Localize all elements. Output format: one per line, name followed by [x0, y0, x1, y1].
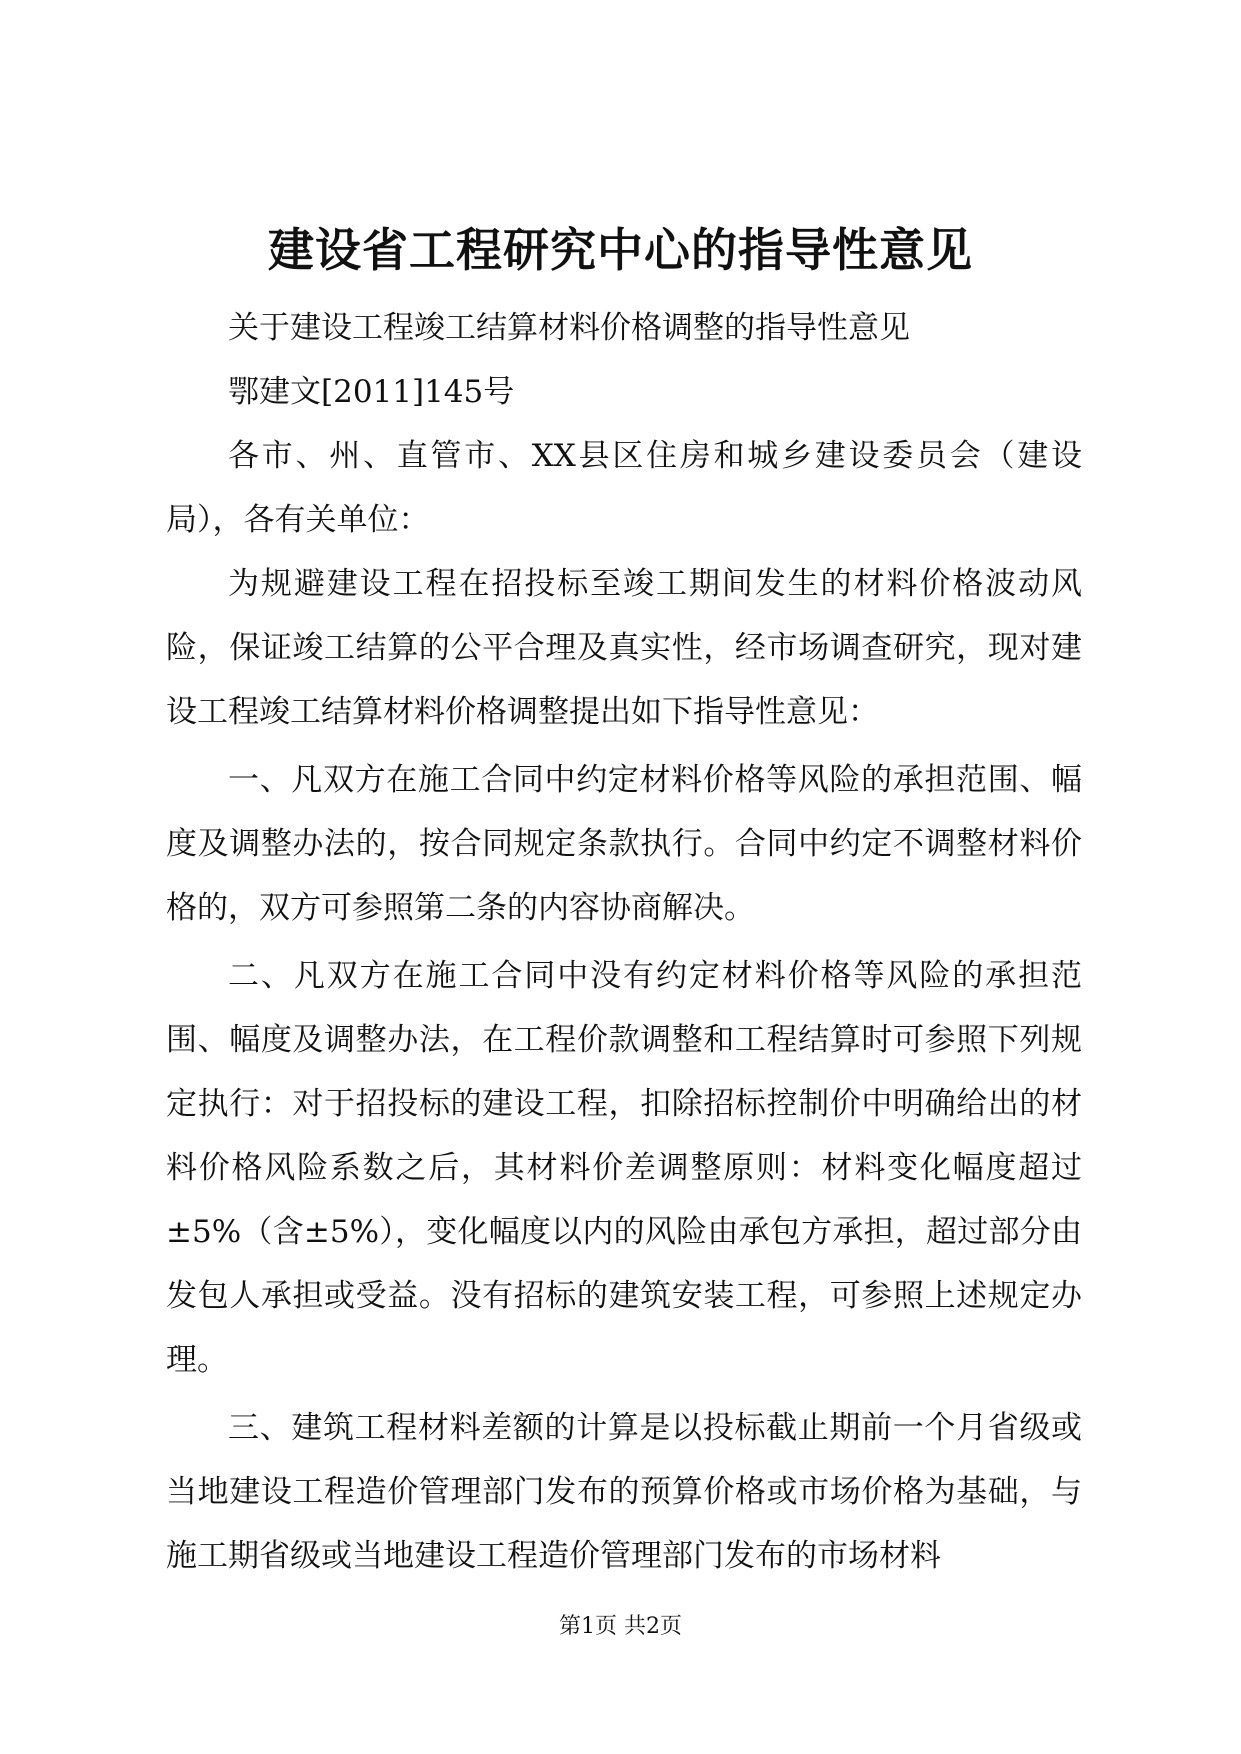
body-paragraph-two: 二、凡双方在施工合同中没有约定材料价格等风险的承担范围、幅度及调整办法，在工程价款调整和工程结算时可参照下列规定执行：对于招投标的建设工程，扣除招标控制价中明确给出的材料价格风险系数之后，其材料价差调整原则：材料变化幅度超过±5%（含±5%），变化幅度以内的风险由承包方承担，超过部分由发包人承担或受益。没有招标的建筑安装工程，可参照上述规定办理。	[166, 958, 1082, 1378]
document-body	[166, 296, 1082, 1588]
body-paragraph-one: 一、凡双方在施工合同中约定材料价格等风险的承担范围、幅度及调整办法的，按合同规定条款执行。合同中约定不调整材料价格的，双方可参照第二条的内容协商解决。	[166, 762, 1082, 926]
document-number: 鄂建文[2011]145号	[228, 374, 515, 410]
body-paragraph-intro: 为规避建设工程在招投标至竣工期间发生的材料价格波动风险，保证竣工结算的公平合理及真实性，经市场调查研究，现对建设工程竣工结算材料价格调整提出如下指导性意见：	[166, 566, 1082, 730]
document-subtitle: 关于建设工程竣工结算材料价格调整的指导性意见	[228, 310, 910, 346]
page-footer: 第1页 共2页	[559, 1614, 682, 1639]
document-title: 建设省工程研究中心的指导性意见	[268, 223, 973, 277]
body-paragraph-three: 三、建筑工程材料差额的计算是以投标截止期前一个月省级或当地建设工程造价管理部门发布的预算价格或市场价格为基础，与施工期省级或当地建设工程造价管理部门发布的市场材料	[166, 1410, 1082, 1574]
addressee-paragraph: 各市、州、直管市、XX县区住房和城乡建设委员会（建设局），各有关单位：	[166, 438, 1082, 538]
